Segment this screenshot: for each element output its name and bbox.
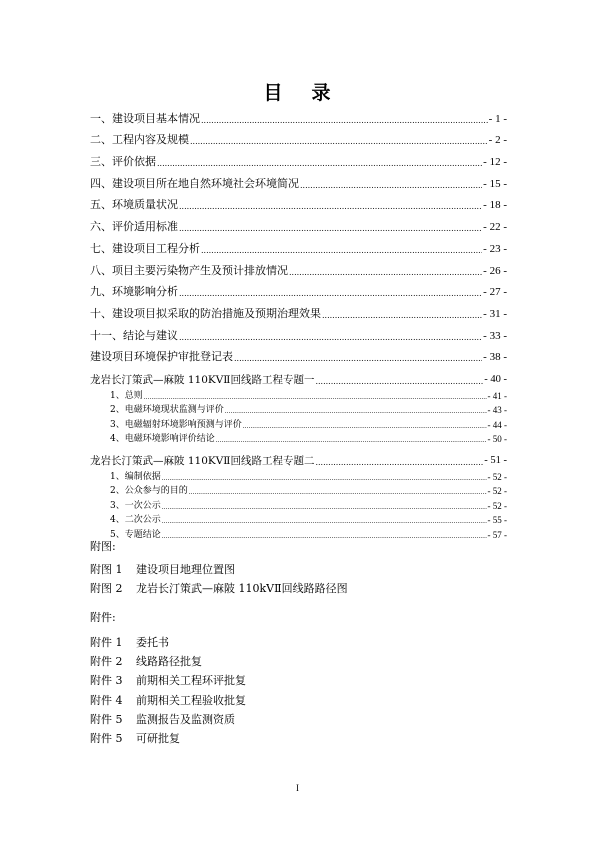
toc-entry[interactable]: [90, 299, 507, 321]
toc-entry-label: 3、电磁辐射环境影响预测与评价: [110, 419, 242, 430]
toc-entry[interactable]: [90, 256, 507, 278]
figure-title: 龙岩长汀策武—麻陂 110kVⅡ回线路路径图: [136, 581, 348, 595]
dot-leader: [300, 181, 482, 191]
attachment-number: 附件 5: [90, 732, 123, 746]
attachment-number: 附件 1: [90, 635, 123, 649]
toc-entry-page: - 52 -: [487, 471, 507, 482]
toc-entry-page: - 44 -: [487, 419, 507, 430]
attachment-title: 监测报告及监测资质: [136, 712, 235, 726]
toc-entry-label: 十一、结论与建议: [90, 328, 178, 342]
toc-subentry[interactable]: [90, 431, 507, 446]
title-left: 目: [263, 82, 284, 104]
toc-entry-label: 4、电磁环境影响评价结论: [110, 434, 215, 445]
dot-leader: [179, 202, 482, 212]
toc-entry[interactable]: [90, 147, 507, 169]
toc-entry-label: 九、环境影响分析: [90, 285, 178, 299]
figures-list: [90, 540, 348, 599]
toc-subentry[interactable]: [90, 497, 507, 512]
toc-entry-label: 五、环境质量状况: [90, 198, 178, 212]
attachment-title: 线路路径批复: [136, 654, 202, 668]
figure-item: [90, 579, 348, 598]
toc-subentry[interactable]: [90, 483, 507, 498]
toc-entry[interactable]: [90, 169, 507, 191]
toc-entry[interactable]: [90, 278, 507, 300]
toc-entry-label: 十、建设项目拟采取的防治措施及预期治理效果: [90, 306, 321, 320]
toc-entry[interactable]: [90, 321, 507, 343]
attachment-item: [90, 710, 246, 729]
dot-leader: [216, 437, 487, 445]
toc-entry-page: - 52 -: [487, 500, 507, 511]
toc-entry-page: - 40 -: [484, 374, 507, 386]
figures-heading: 附图:: [90, 540, 116, 553]
attachment-title: 前期相关工程验收批复: [136, 693, 246, 707]
toc-entry-page: - 51 -: [484, 455, 507, 467]
attachments-heading: 附件:: [90, 611, 116, 624]
toc-subentry[interactable]: [90, 416, 507, 431]
toc-entry-label: 2、公众参与的目的: [110, 486, 188, 497]
attachment-item: [90, 729, 246, 748]
dot-leader: [234, 354, 482, 364]
toc-entry-label: 4、二次公示: [110, 515, 161, 526]
toc-entry-label: 5、专题结论: [110, 529, 161, 540]
dot-leader: [243, 423, 487, 431]
toc-entry-page: - 31 -: [483, 307, 507, 320]
dot-leader: [322, 311, 482, 321]
toc-entry-page: - 27 -: [483, 286, 507, 299]
toc-entry-page: - 33 -: [483, 329, 507, 342]
dot-leader: [289, 268, 482, 278]
dot-leader: [315, 377, 483, 387]
attachments-list: [90, 611, 246, 749]
toc-entry-page: - 43 -: [487, 405, 507, 416]
toc-topic-1[interactable]: [90, 364, 507, 387]
toc-entry-page: - 15 -: [483, 177, 507, 190]
dot-leader: [189, 489, 487, 497]
toc-entry-label: 2、电磁环境现状监测与评价: [110, 405, 224, 416]
toc-subentry[interactable]: [90, 387, 507, 402]
title-right: 录: [311, 82, 332, 104]
toc-entry[interactable]: [90, 234, 507, 256]
toc-entry-label: 七、建设项目工程分析: [90, 241, 200, 255]
attachment-item: [90, 691, 246, 710]
toc-entry-label: 二、工程内容及规模: [90, 133, 189, 147]
attachment-number: 附件 5: [90, 712, 123, 726]
toc-entry-page: - 41 -: [487, 390, 507, 401]
page-title: [0, 78, 595, 105]
dot-leader: [162, 475, 487, 483]
dot-leader: [201, 116, 488, 126]
toc-entry[interactable]: [90, 104, 507, 126]
toc-entry-page: - 38 -: [483, 351, 507, 364]
toc-entry-label: 龙岩长汀策武—麻陂 110KVⅡ回线路工程专题二: [90, 455, 315, 468]
toc-entry-page: - 12 -: [483, 156, 507, 169]
attachment-number: 附件 4: [90, 693, 123, 707]
dot-leader: [144, 394, 487, 402]
toc-subentry[interactable]: [90, 526, 507, 541]
toc-entry-label: 八、项目主要污染物产生及预计排放情况: [90, 263, 288, 277]
toc-entry-label: 四、建设项目所在地自然环境社会环境简况: [90, 176, 299, 190]
figure-item: [90, 560, 348, 579]
attachment-item: [90, 672, 246, 691]
toc-entry[interactable]: [90, 343, 507, 365]
toc-entry-label: 建设项目环境保护审批登记表: [90, 350, 233, 364]
dot-leader: [190, 137, 488, 147]
toc-subentry[interactable]: [90, 402, 507, 417]
dot-leader: [162, 518, 487, 526]
toc-entry-page: - 55 -: [487, 515, 507, 526]
figure-number: 附图 2: [90, 581, 123, 595]
attachment-item: [90, 652, 246, 671]
toc-entry-page: - 50 -: [487, 434, 507, 445]
dot-leader: [315, 458, 483, 468]
toc-entry-page: - 26 -: [483, 264, 507, 277]
toc-entry-page: - 1 -: [488, 112, 507, 125]
toc-entry-label: 3、一次公示: [110, 500, 161, 511]
toc-subentry[interactable]: [90, 512, 507, 527]
toc-subentry[interactable]: [90, 468, 507, 483]
figure-title: 建设项目地理位置图: [136, 562, 235, 576]
attachment-number: 附件 2: [90, 654, 123, 668]
toc-entry-label: 1、编制依据: [110, 471, 161, 482]
attachment-title: 可研批复: [136, 732, 180, 746]
toc-entry-label: 三、评价依据: [90, 155, 156, 169]
toc-entry-page: - 52 -: [487, 486, 507, 497]
toc-entry[interactable]: [90, 212, 507, 234]
toc-entry-label: 一、建设项目基本情况: [90, 111, 200, 125]
toc-topic-2[interactable]: [90, 445, 507, 468]
table-of-contents: [90, 104, 507, 541]
dot-leader: [157, 159, 482, 169]
attachment-item: [90, 633, 246, 652]
toc-entry-page: - 2 -: [488, 134, 507, 147]
page-number: I: [296, 783, 299, 793]
toc-entry-page: - 23 -: [483, 242, 507, 255]
toc-entry-label: 龙岩长汀策武—麻陂 110KVⅡ回线路工程专题一: [90, 374, 315, 387]
attachment-number: 附件 3: [90, 674, 123, 688]
toc-entry-label: 六、评价适用标准: [90, 220, 178, 234]
dot-leader: [162, 504, 487, 512]
toc-entry[interactable]: [90, 126, 507, 148]
dot-leader: [179, 333, 482, 343]
toc-entry-page: - 57 -: [487, 529, 507, 540]
attachment-title: 前期相关工程环评批复: [136, 674, 246, 688]
toc-entry-page: - 18 -: [483, 199, 507, 212]
dot-leader: [179, 289, 482, 299]
dot-leader: [179, 224, 482, 234]
dot-leader: [225, 408, 487, 416]
toc-entry-page: - 22 -: [483, 221, 507, 234]
toc-entry[interactable]: [90, 191, 507, 213]
figure-number: 附图 1: [90, 562, 123, 576]
dot-leader: [201, 246, 482, 256]
attachment-title: 委托书: [136, 635, 169, 649]
toc-entry-label: 1、总则: [110, 390, 143, 401]
